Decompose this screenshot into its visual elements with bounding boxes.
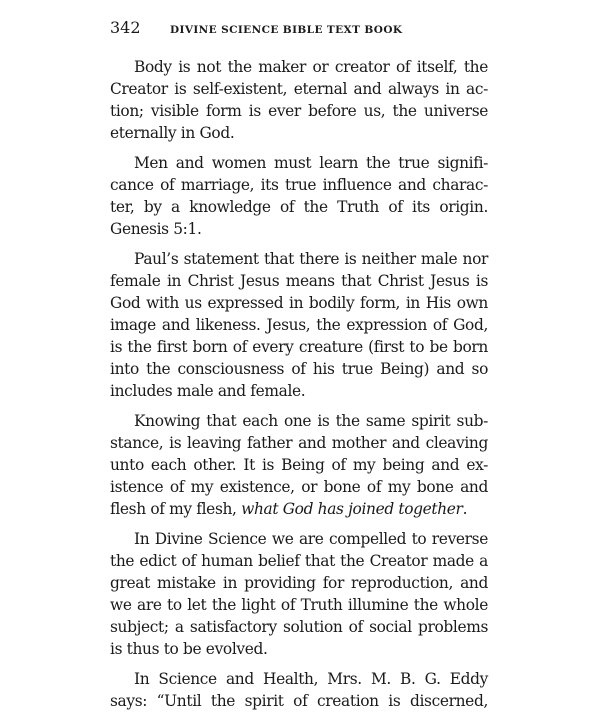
paragraph-2 [110,152,488,240]
paragraph-4 [110,410,488,520]
text-line: is thus to be evolved. [110,640,268,658]
text-line: image and likeness. Jesus, the expression of God, [110,316,488,334]
text-line: tion; visible form is ever before us, the universe [110,102,488,120]
text-line: Paul’s statement that there is neither male nor [134,250,488,268]
text-line: says: “Until the spirit of creation is discerned, [110,692,488,710]
text-line: into the consciousness of his true Being) and so [110,360,488,378]
text-fragment: . [462,500,468,518]
text-line: cance of marriage, its true influence and charac- [110,176,488,194]
text-line: is the first born of every creature (first to be born [110,338,488,356]
text-line: the edict of human belief that the Creator made a [110,552,488,570]
text-line: God with us expressed in bodily form, in His own [110,294,488,312]
text-line: ter, by a knowledge of the Truth of its origin. [110,198,488,216]
text-line: Genesis 5:1. [110,220,202,238]
text-line: great mistake in providing for reproduction, and [110,574,488,592]
book-page [110,18,488,720]
paragraph-3 [110,248,488,402]
text-line [110,498,488,520]
text-line: we are to let the light of Truth illumine the whole [110,596,488,614]
italic-quote: what God has joined together [241,500,463,518]
text-line: stance, is leaving father and mother and cleaving [110,434,488,452]
text-line: includes male and female. [110,382,306,400]
text-line: subject; a satisfactory solution of social problems [110,618,488,636]
text-line: eternally in God. [110,124,235,142]
text-line: Body is not the maker or creator of itself, the [134,58,488,76]
text-line: unto each other. It is Being of my being and ex- [110,456,488,474]
text-line: In Divine Science we are compelled to reverse [134,530,488,548]
text-fragment: flesh of my flesh, [110,500,242,518]
text-line: Knowing that each one is the same spirit sub- [134,412,488,430]
paragraph-1 [110,56,488,144]
running-title: DIVINE SCIENCE BIBLE TEXT BOOK [170,24,403,36]
text-line: istence of my existence, or bone of my bone and [110,478,488,496]
text-line: In Science and Health, Mrs. M. B. G. Eddy [134,670,488,688]
text-line: female in Christ Jesus means that Christ Jesus is [110,272,488,290]
paragraph-5 [110,528,488,660]
text-line: Creator is self-existent, eternal and always in ac- [110,80,488,98]
running-head [110,18,488,42]
page-number: 342 [110,18,141,37]
paragraph-6 [110,668,488,712]
text-line: Men and women must learn the true signifi- [134,154,488,172]
